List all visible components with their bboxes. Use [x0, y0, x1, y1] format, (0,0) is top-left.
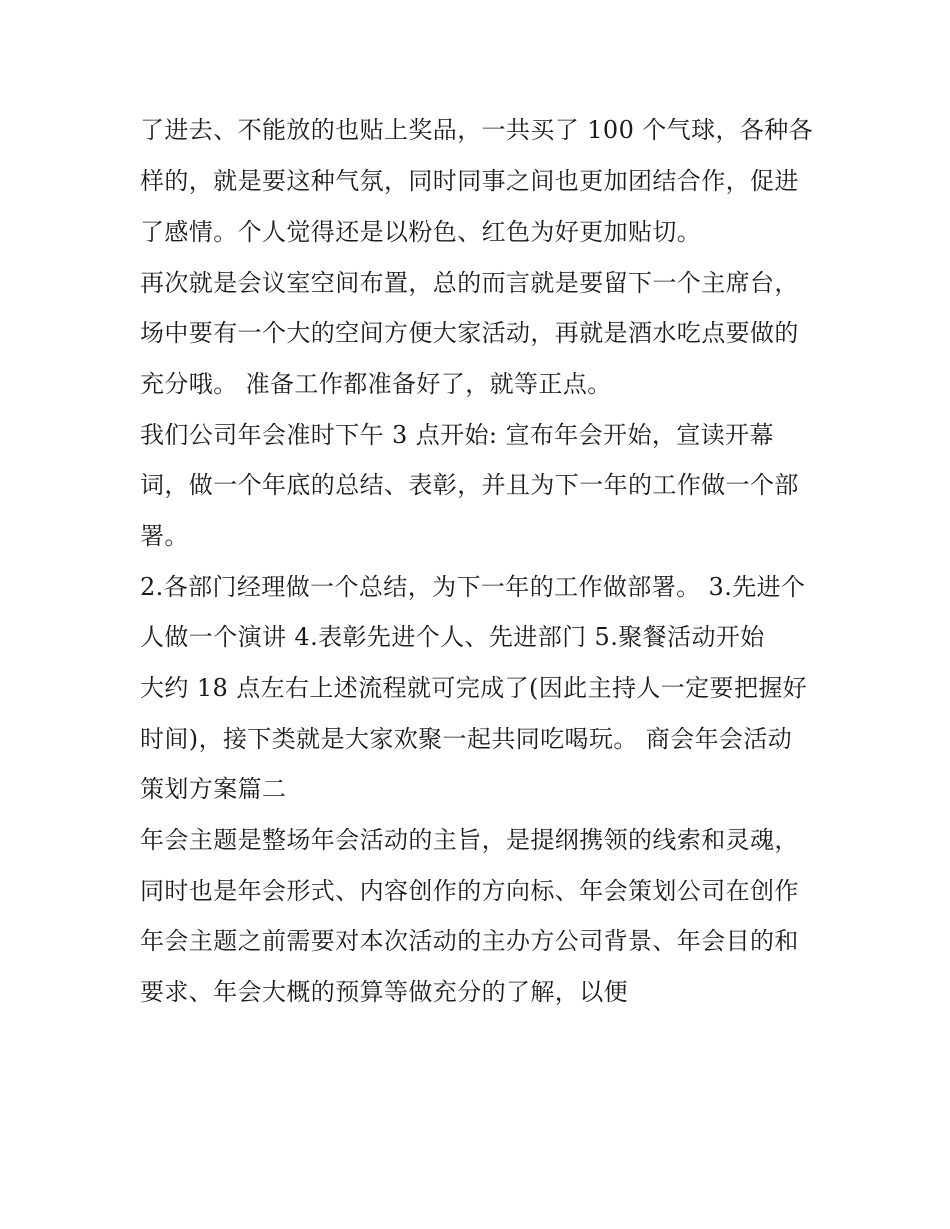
text-line: 2.各部门经理做一个总结，为下一年的工作做部署。 3.先进个 [140, 573, 806, 601]
text-line: 同时也是年会形式、内容创作的方向标、年会策划公司在创作 [140, 877, 799, 905]
text-line: 再次就是会议室空间布置，总的而言就是要留下一个主席台， [140, 269, 799, 297]
text-line: 充分哦。 准备工作都准备好了，就等正点。 [140, 370, 612, 398]
text-line: 词，做一个年底的总结、表彰，并且为下一年的工作做一个部 [140, 471, 799, 499]
text-line: 要求、年会大概的预算等做充分的了解，以便 [140, 978, 628, 1006]
text-line: 年会主题之前需要对本次活动的主办方公司背景、年会目的和 [140, 927, 799, 955]
text-line: 人做一个演讲 4.表彰先进个人、先进部门 5.聚餐活动开始 [140, 623, 765, 651]
text-line: 场中要有一个大的空间方便大家活动，再就是酒水吃点要做的 [140, 319, 799, 347]
text-line: 样的，就是要这种气氛，同时同事之间也更加团结合作，促进 [140, 167, 799, 195]
text-line: 年会主题是整场年会活动的主旨，是提纲携领的线索和灵魂， [140, 826, 799, 854]
text-line: 大约 18 点左右上述流程就可完成了(因此主持人一定要把握好 [140, 674, 808, 702]
text-line: 时间)，接下类就是大家欢聚一起共同吃喝玩。 商会年会活动 [140, 725, 793, 753]
text-line: 我们公司年会准时下午 3 点开始: 宣布年会开始，宣读开幕 [140, 421, 774, 449]
text-line: 策划方案篇二 [140, 775, 287, 803]
text-line: 署。 [140, 522, 189, 550]
text-line: 了感情。个人觉得还是以粉色、红色为好更加贴切。 [140, 218, 702, 246]
text-line: 了进去、不能放的也贴上奖品，一共买了 100 个气球，各种各 [140, 116, 814, 144]
